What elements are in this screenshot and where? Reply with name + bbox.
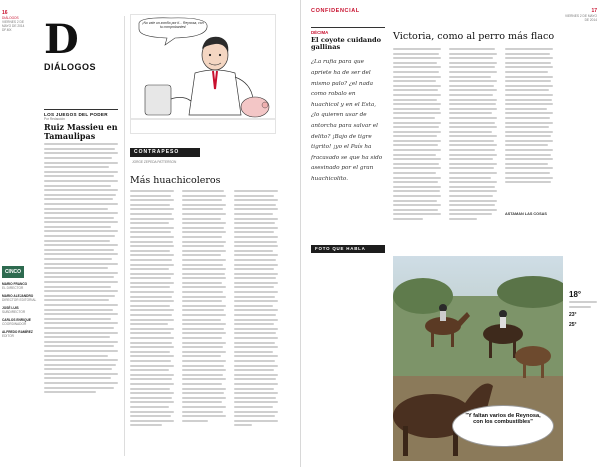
cinco-badge-label: CINCO bbox=[4, 269, 22, 275]
decima-rule bbox=[311, 27, 385, 28]
sidebar-byline: Por Redacción bbox=[44, 117, 65, 121]
folio-section: DIÁLOGOS bbox=[2, 16, 19, 20]
right-page-number: 17 bbox=[591, 8, 597, 14]
photo-caption: "Y faltan varios de Reynosa, con los combustibles" bbox=[465, 413, 541, 426]
main-story-text-2 bbox=[449, 48, 497, 223]
photo-banner bbox=[311, 245, 385, 253]
right-header bbox=[311, 8, 551, 14]
column-text-2 bbox=[182, 190, 226, 424]
right-newspaper-page bbox=[300, 0, 600, 467]
staff-item bbox=[2, 282, 38, 290]
decima-kicker: DÉCIMA bbox=[311, 30, 329, 35]
cartoon-drawing bbox=[131, 15, 275, 133]
right-folio-date: VIERNES 2 DE MAYO DE 2014 bbox=[564, 14, 597, 22]
right-section-name: CONFIDENCIAL bbox=[311, 8, 360, 14]
weather-temp-3: 25° bbox=[569, 321, 577, 328]
column-text-3 bbox=[234, 190, 278, 429]
section-logo-letter: D bbox=[44, 16, 79, 63]
staff-item bbox=[2, 294, 38, 302]
staff-item-title: MARIO ALEJANDRO bbox=[2, 294, 34, 298]
section-logo bbox=[44, 16, 116, 72]
weather-temp-main: 18° bbox=[569, 290, 582, 299]
decima-headline: El coyote cuidando gallinas bbox=[311, 36, 382, 52]
staff-box bbox=[2, 282, 38, 342]
staff-item-sub: EDITOR bbox=[2, 334, 14, 338]
weather-temp-2: 23° bbox=[569, 311, 577, 318]
column-banner bbox=[130, 148, 200, 157]
column-banner-label: CONTRAPESO bbox=[134, 149, 180, 155]
sidebar-body-text bbox=[44, 143, 118, 393]
sidebar-headline: Ruiz Massieu en Tamaulipas bbox=[44, 122, 118, 141]
page-number: 16 bbox=[2, 10, 8, 16]
weather-strip bbox=[569, 290, 597, 328]
staff-item-sub: COORDINADOR bbox=[2, 322, 27, 326]
decima-column bbox=[311, 30, 385, 185]
sidebar-column bbox=[44, 112, 118, 396]
staff-item-sub: SUBDIRECTOR bbox=[2, 310, 26, 314]
column-headline: Más huachicoleros bbox=[130, 175, 221, 186]
staff-item-title: MARIO FRANCO bbox=[2, 282, 28, 286]
news-photo bbox=[393, 256, 563, 461]
folio-date: VIERNES 2 DE MAYO DE 2014 bbox=[2, 20, 25, 28]
sidebar-top-rule bbox=[44, 109, 118, 110]
main-story-text-3 bbox=[505, 48, 553, 186]
photo-banner-label: FOTO QUE HABLA bbox=[315, 246, 366, 251]
staff-item bbox=[2, 318, 38, 326]
staff-item-sub: EL DIRECTOR bbox=[2, 286, 24, 290]
main-story-headline: Victoria, como al perro más flaco bbox=[393, 31, 555, 42]
staff-item-title: ALFREDO RAMÍREZ bbox=[2, 330, 33, 334]
folio-tag: DF.MX bbox=[2, 28, 12, 32]
weather-text bbox=[569, 301, 597, 308]
sidebar-kicker: LOS JUEGOS DEL PODER bbox=[44, 112, 108, 117]
editorial-cartoon bbox=[130, 14, 276, 134]
cartoon-speech-bubble: ¡No vale un zorrillo por ti... Reynosa, con tu comprobantes! bbox=[142, 21, 204, 29]
column-byline: JORGE ZEPEDA PATTERSON bbox=[132, 160, 177, 164]
left-folio bbox=[2, 10, 28, 32]
caption-bubble bbox=[453, 406, 553, 446]
main-story-text-1 bbox=[393, 48, 441, 223]
staff-item-title: CARLOS ENRIQUE bbox=[2, 318, 31, 322]
decima-verse: ¿La rufia para que apriete ha de ser del mismo palo? ¿el nada como robalo en huachicol y en el Esta, ¿lo quieren usar de antorcha para salvar el delito? ¡Bajo de tigre tigrito! ¡yo el País ha fracasado se que ha sido asesinado por el gran huachicolito. bbox=[311, 59, 383, 182]
right-folio bbox=[563, 8, 597, 22]
staff-item-title: JOSÉ LUIS bbox=[2, 306, 19, 310]
staff-item bbox=[2, 330, 38, 338]
staff-item bbox=[2, 306, 38, 314]
staff-item-sub: DIRECTOR EDITORIAL bbox=[2, 298, 37, 302]
main-story-byline: ASTAMAN LAS COSAS bbox=[505, 212, 547, 216]
section-logo-label: DIÁLOGOS bbox=[44, 62, 97, 72]
cinco-badge bbox=[2, 266, 24, 278]
column-text-1 bbox=[130, 190, 174, 429]
column-divider bbox=[124, 16, 125, 456]
